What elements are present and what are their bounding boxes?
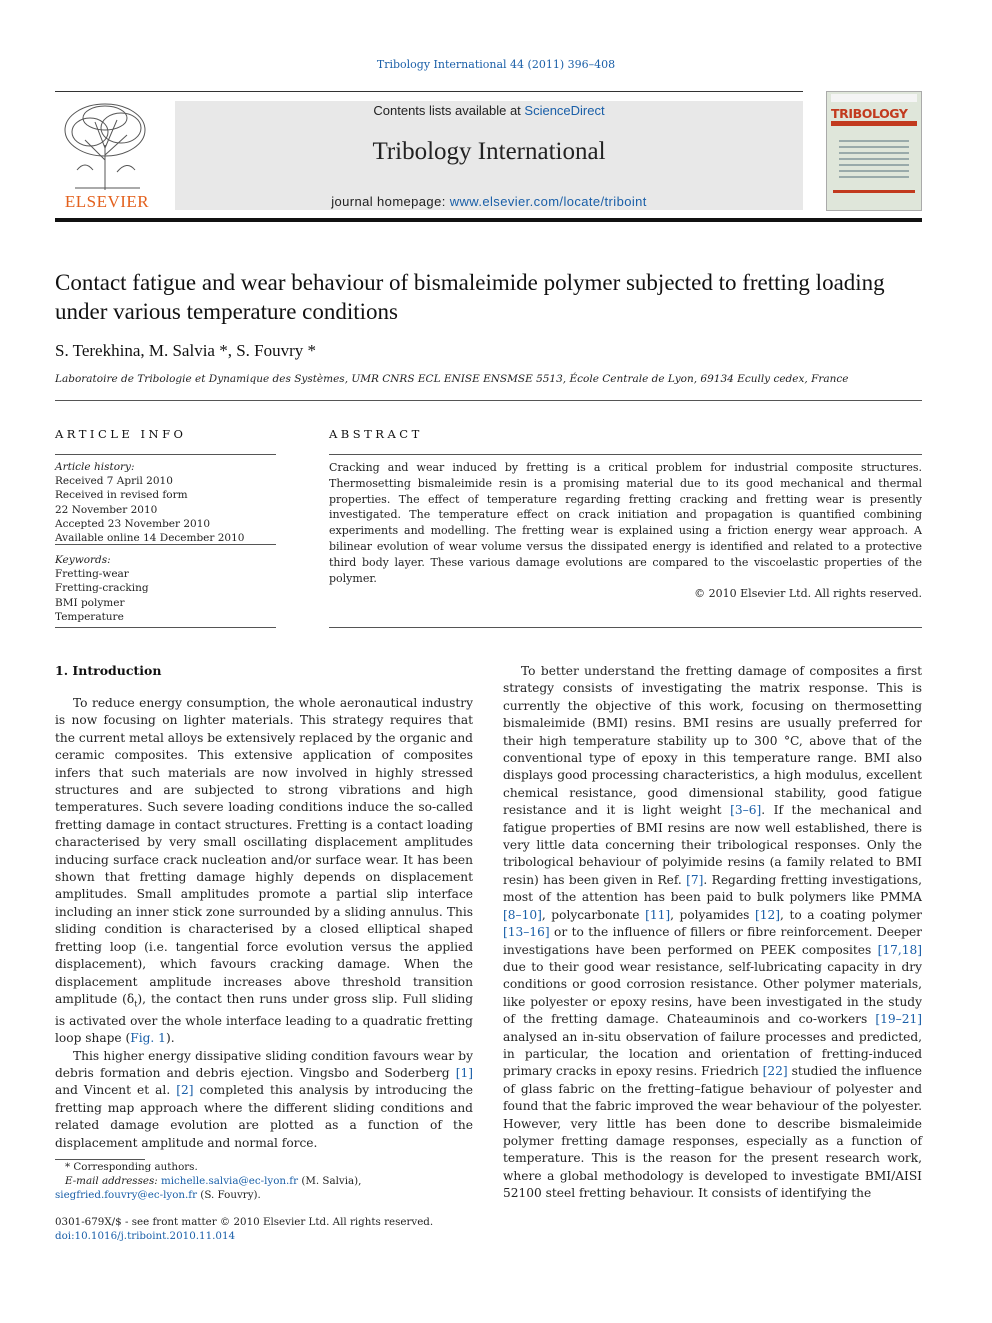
footnotes — [55, 1160, 473, 1203]
sciencedirect-link[interactable]: ScienceDirect — [524, 103, 605, 118]
subscript: t — [134, 999, 138, 1009]
body-column-left — [55, 695, 473, 1152]
issn-block — [55, 1215, 433, 1243]
history-item: Received 7 April 2010 — [55, 475, 173, 488]
email-line — [55, 1188, 473, 1202]
header-thick-rule — [55, 218, 922, 222]
text-run: and Vincent et al. — [55, 1083, 177, 1098]
text-run: ), the contact then runs under gross slip. Full sliding is activated over the whole interface leading to a quadratic fretting loop shape ( — [55, 991, 473, 1046]
text-run: To better understand the fretting damage of composites a first strategy consists of investigating the matrix response. This is currently the objective of this work, focusing on thermosetting bismaleimide (BMI) resins. BMI resins are usually preferred for their high temperature stability up to 300 °C, above that of the conventional type of epoxy in this temperature range. BMI also displays good processing characteristics, a high modulus, excellent chemical resistance, good dimensional stability, good fatigue resistance and it is light weight — [503, 664, 922, 818]
homepage-link[interactable]: www.elsevier.com/locate/triboint — [449, 194, 647, 209]
cover-footer-band — [833, 190, 915, 193]
paragraph — [503, 663, 922, 1203]
reference-link[interactable]: [13–16] — [503, 925, 550, 940]
paragraph — [55, 695, 473, 1048]
text-run: or to the influence of fillers or fibre reinforcement. Deeper investigations have been performed on PEEK composites — [503, 925, 922, 957]
homepage-line — [175, 194, 803, 209]
header-divider — [55, 91, 803, 92]
text-run: ). — [165, 1031, 175, 1046]
text-run: . Regarding fretting investigations, most of the attention has been paid to bulk polymers like PMMA — [503, 872, 922, 905]
email-link[interactable]: siegfried.fouvry@ec-lyon.fr — [55, 1189, 198, 1202]
reference-link[interactable]: [22] — [762, 1064, 788, 1079]
contents-line — [175, 103, 803, 118]
article-info-rule — [55, 454, 276, 455]
contents-prefix: Contents lists available at — [373, 103, 525, 118]
keyword: Temperature — [55, 610, 124, 623]
affiliation: Laboratoire de Tribologie et Dynamique des Systèmes, UMR CNRS ECL ENISE ENSMSE 5513, École Centrale de Lyon, 69134 Ecully cedex, France — [55, 373, 849, 385]
abstract-heading: ABSTRACT — [329, 427, 423, 441]
text-run: , polyamides — [670, 907, 755, 922]
keywords — [55, 553, 276, 624]
history-label: Article history: — [55, 461, 135, 473]
article-info-rule — [55, 544, 276, 545]
cover-subtitle-band — [831, 121, 917, 126]
abstract-rule — [329, 627, 922, 628]
section-heading-introduction: 1. Introduction — [55, 663, 162, 678]
article-info-rule — [55, 627, 276, 628]
doi-link[interactable]: doi:10.1016/j.triboint.2010.11.014 — [55, 1230, 236, 1243]
cover-band — [831, 94, 917, 102]
email-line — [55, 1174, 473, 1188]
journal-citation[interactable]: Tribology International 44 (2011) 396–408 — [376, 58, 616, 71]
author-list: S. Terekhina, M. Salvia *, S. Fouvry * — [55, 341, 317, 360]
reference-link[interactable]: [8–10] — [503, 907, 542, 922]
text-run: To reduce energy consumption, the whole aeronautical industry is now focusing on lighter materials. This strategy requires that the current metal alloys be extensively replaced by the organic and ceramic composites. This extensive application of composites infers that such materials are now involved in highly stressed structures and are subjected to strong vibrations and high temperatures. Such severe loading conditions induce the so-called fretting damage in contact structures. Fretting is a contact loading characterised by very small oscillating displacement amplitudes inducing surface crack nucleation and/or surface wear. It has been shown that fretting damage highly depends on displacement amplitudes. Small amplitudes promote a partial slip interface including an inner stick zone surrounded by a sliding annulus. This sliding condition is characterised by a closed elliptical shaped fretting loop (i.e. tangential force evolution versus the applied displacement), which favours cracking damage. When the displacement amplitude increases above threshold transition amplitude (δ — [55, 696, 473, 1006]
body-column-right — [503, 663, 922, 1203]
reference-link[interactable]: [1] — [455, 1065, 473, 1080]
homepage-prefix: journal homepage: — [331, 194, 450, 209]
article-title: Contact fatigue and wear behaviour of bismaleimide polymer subjected to fretting loading under various temperature conditions — [55, 270, 885, 324]
reference-link[interactable]: [19–21] — [875, 1012, 922, 1027]
issn-line: 0301-679X/$ - see front matter © 2010 Elsevier Ltd. All rights reserved. — [55, 1216, 434, 1228]
text-run: , to a coating polymer — [780, 907, 922, 922]
email-owner: (S. Fouvry). — [197, 1189, 261, 1202]
history-item: Received in revised form — [55, 489, 188, 502]
journal-cover-thumbnail — [826, 91, 922, 211]
reference-link[interactable]: [17,18] — [877, 942, 922, 957]
history-item: Accepted 23 November 2010 — [55, 517, 211, 530]
reference-link[interactable]: [3–6] — [730, 803, 762, 818]
email-link[interactable]: michelle.salvia@ec-lyon.fr — [160, 1175, 299, 1188]
text-run: completed this analysis by introducing the fretting map approach where the different sliding conditions and related damage evolution are plotted as a function of the displacement amplitude and normal force. — [55, 1083, 473, 1150]
article-history — [55, 460, 276, 545]
abstract-text: Cracking and wear induced by fretting is a critical problem for industrial composite structures. Thermosetting bismaleimide resin is a promising material due to its good mechanical and thermal properties. The effect of temperature regarding fretting cracking and fretting wear is presently investigated. The temperature effect on crack initiation and propagation is quantified combining experiments and modelling. The fretting wear is explained using a friction energy wear approach. A bilinear evolution of wear volume versus the dissipated energy is identified and related to a protective third body layer. These various damage evolutions are compared to the viscoelastic properties of the polymer. — [329, 461, 922, 585]
reference-link[interactable]: [12] — [754, 907, 781, 922]
journal-name: Tribology International — [372, 138, 606, 165]
cover-contents — [839, 136, 909, 182]
corresponding-note: * Corresponding authors. — [65, 1161, 198, 1173]
text-run: studied the influence of glass fabric on the fretting–fatigue behaviour of polyester and found that the fabric improved the wear behaviour of the polyester. However, very little has been done to describe bismaleimide polymer fretting damage responses, especially as a function of temperature. This is the reason for the present research work, where a global methodology is developed to investigate BMI/AISI 52100 steel fretting behaviour. It consists of identifying the — [503, 1064, 923, 1201]
text-run: due to their good wear resistance, self-lubricating capacity in dry conditions or good corrosion resistance. Other polymer materials, like polyester or epoxy resins, have been investigated in the study of the fretting damage. Chateauminois and co-workers — [503, 959, 922, 1027]
text-run: , polycarbonate — [541, 907, 646, 922]
figure-link[interactable]: Fig. 1 — [130, 1031, 166, 1046]
reference-link[interactable]: [2] — [176, 1083, 194, 1098]
abstract-rule — [329, 454, 922, 455]
abstract-copyright: © 2010 Elsevier Ltd. All rights reserved. — [694, 587, 922, 600]
history-item: Available online 14 December 2010 — [55, 532, 245, 545]
keywords-label: Keywords: — [55, 554, 111, 566]
email-label: E-mail addresses: — [65, 1175, 161, 1188]
text-run: analysed an in-situ observation of failure processes and predicted, in particular, the location and orientation of fretting-induced primary cracks in epoxy resins. Friedrich — [503, 1029, 922, 1079]
text-run: . If the mechanical and fatigue properties of BMI resins are now well established, there is very little data concerning their tribological responses. Only the tribological behaviour of polyimide resins (a family related to BMI resin) has been given in Ref. — [503, 803, 922, 887]
history-item: 22 November 2010 — [55, 503, 158, 516]
text-run: This higher energy dissipative sliding condition favours wear by debris formation and debris ejection. Vingsbo and Soderberg — [55, 1048, 473, 1080]
paragraph — [55, 1048, 473, 1152]
keyword: BMI polymer — [55, 596, 125, 609]
title-divider — [55, 400, 922, 401]
reference-link[interactable]: [7] — [686, 872, 704, 887]
elsevier-wordmark: ELSEVIER — [64, 192, 150, 211]
cover-title: TRIBOLOGY — [831, 106, 908, 121]
article-info-heading: ARTICLE INFO — [55, 427, 187, 441]
keyword: Fretting-wear — [55, 568, 129, 581]
email-owner: (M. Salvia), — [298, 1175, 362, 1188]
keyword: Fretting-cracking — [55, 582, 149, 595]
reference-link[interactable]: [11] — [645, 907, 671, 922]
